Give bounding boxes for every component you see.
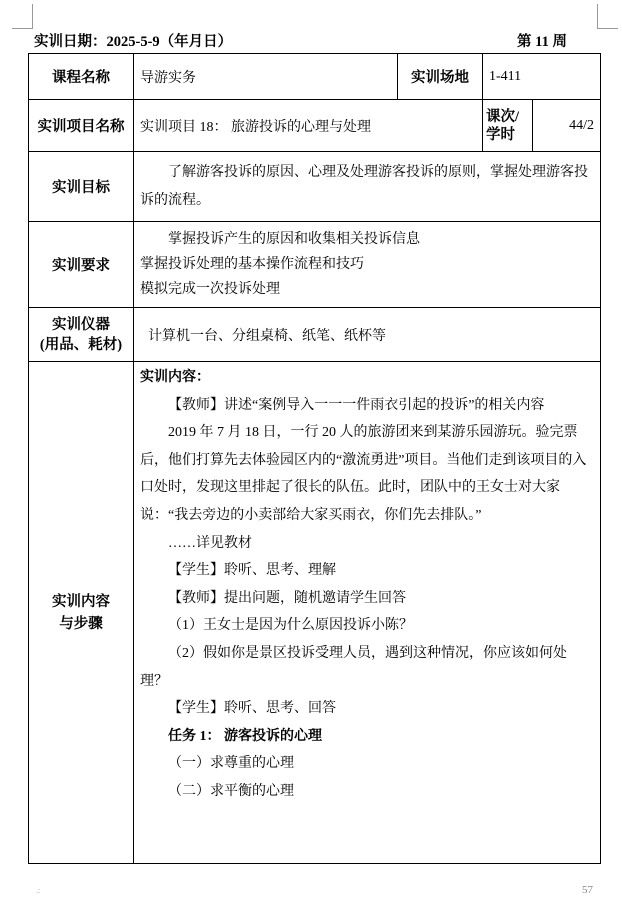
course-name-value: 导游实务 [134,54,398,100]
session-value: 44/2 [533,100,601,152]
steps-line: ……详见教材 [168,535,252,551]
requirement-item: 掌握投诉产生的原因和收集相关投诉信息 [168,232,420,247]
steps-label: 实训内容 [52,593,110,610]
requirement-label: 实训要求 [29,222,134,308]
page-corner-mark [12,4,33,29]
goal-label: 实训目标 [29,152,134,222]
course-name-label: 课程名称 [29,54,134,100]
question-line: （1）王女士是因为什么原因投诉小陈？ [168,618,413,634]
training-date: 实训日期：2025-5-9（年月日） [34,34,233,50]
task-heading: 任务 1： 游客投诉的心理 [168,728,322,744]
venue-label: 实训场地 [398,54,483,100]
equipment-value: 计算机一台、分组桌椅、纸笔、纸杯等 [134,308,601,362]
session-label: 课次/学时 [483,100,533,152]
page-number: 57 [582,884,593,896]
project-name-value: 实训项目 18： 旅游投诉的心理与处理 [134,100,483,152]
steps-sublabel: 与步骤 [59,615,103,632]
equipment-sublabel: (用品、耗材) [39,336,123,353]
steps-line: 【学生】聆听、思考、理解 [168,563,336,579]
steps-line: 【教师】提出问题，随机邀请学生回答 [168,590,406,606]
page-corner-mark [597,4,618,29]
equipment-label: 实训仪器 [52,316,110,333]
requirement-item: 掌握投诉处理的基本操作流程和技巧 [140,257,364,272]
week-number: 第 11 周 [517,34,567,50]
venue-value: 1-411 [483,54,601,100]
project-name-label: 实训项目名称 [29,100,134,152]
steps-line: 【教师】讲述“案例导入一一一件雨衣引起的投诉”的相关内容 [168,397,545,413]
paragraph-mark: .: [36,886,41,895]
steps-heading: 实训内容： [140,370,210,385]
requirement-item: 模拟完成一次投诉处理 [140,282,280,297]
steps-line: （一）求尊重的心理 [168,756,294,772]
steps-line: （二）求平衡的心理 [168,783,294,799]
training-plan-table [28,53,601,864]
goal-value: 了解游客投诉的原因、心理及处理游客投诉的原则，掌握处理游客投诉的流程。 [134,152,601,222]
question-line: （2）假如你是景区投诉受理人员，遇到这种情况，你应该如何处理？ [140,645,567,689]
case-text: 2019 年 7 月 18 日，一行 20 人的旅游团来到某游乐园游玩。验完票后，他们打算先去体验园区内的“激流勇进”项目。当他们走到该项目的入口处时，发现这里排起了很长的队伍。此时，团队中的王女士对大家说：“我去旁边的小卖部给大家买雨衣，你们先去排队。” [140,425,587,523]
steps-line: 【学生】聆听、思考、回答 [168,701,336,717]
